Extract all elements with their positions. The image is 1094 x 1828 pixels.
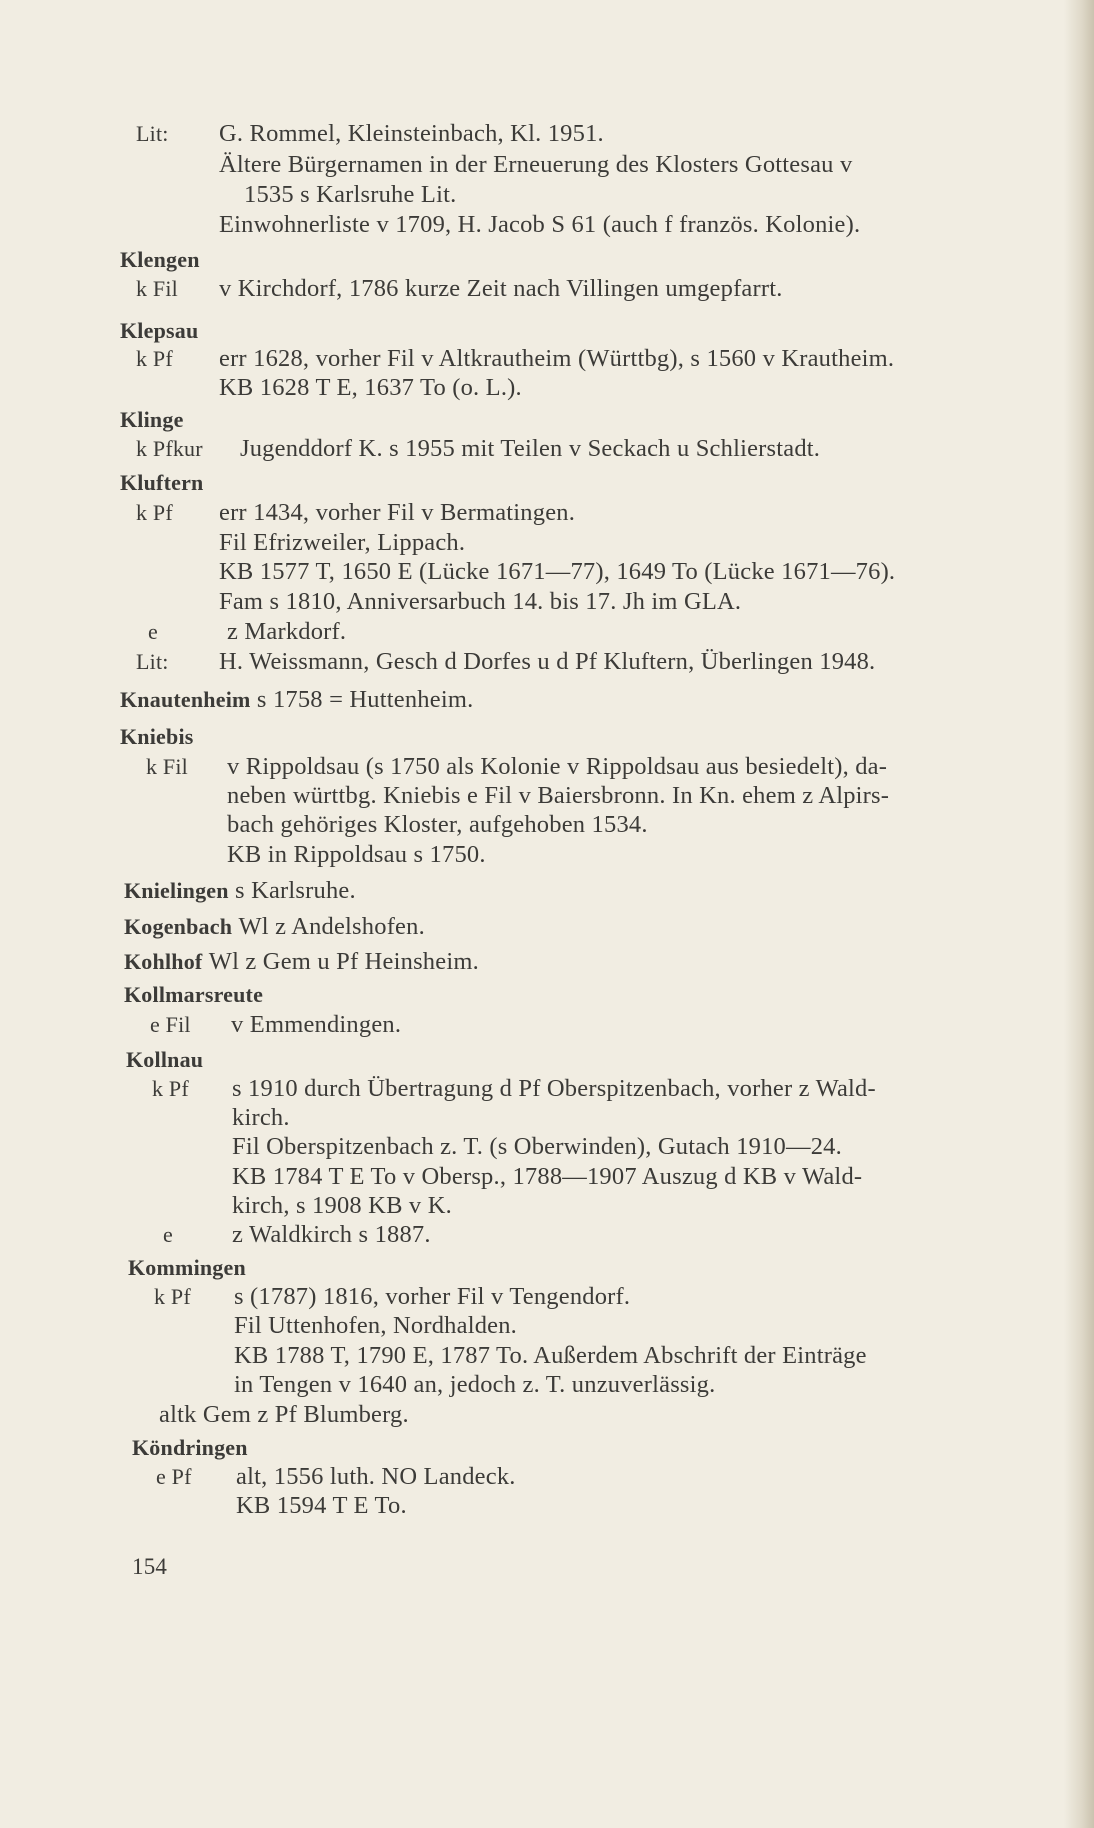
entry-text: err 1628, vorher Fil v Altkrautheim (Württbg), s 1560 v Krautheim. xyxy=(219,345,895,372)
headword: Klengen xyxy=(120,247,200,272)
entry-label: Lit: xyxy=(136,121,169,146)
entry-text: in Tengen v 1640 an, jedoch z. T. unzuverlässig. xyxy=(234,1371,716,1398)
headword: Kniebis xyxy=(120,724,194,749)
entry-text: Ältere Bürgernamen in der Erneuerung des Klosters Gottesau v xyxy=(219,151,853,178)
entry-label: e Pf xyxy=(156,1464,192,1489)
entry-text: KB 1784 T E To v Obersp., 1788—1907 Auszug d KB v Wald- xyxy=(232,1163,863,1190)
entry-text: 1535 s Karlsruhe Lit. xyxy=(244,181,457,208)
headword: Knielingen xyxy=(124,878,229,903)
entry-line xyxy=(124,947,479,977)
entry-text: bach gehöriges Kloster, aufgehoben 1534. xyxy=(227,811,648,838)
entry-label: e Fil xyxy=(150,1012,191,1037)
headword: Klepsau xyxy=(120,318,199,343)
entry-label: Lit: xyxy=(136,649,169,674)
entry-text: v Emmendingen. xyxy=(231,1011,402,1038)
entry-text: Fil Efrizweiler, Lippach. xyxy=(219,529,466,556)
entry-text: kirch, s 1908 KB v K. xyxy=(232,1192,452,1219)
headword: Kohlhof xyxy=(124,949,203,974)
entry-line xyxy=(124,912,425,942)
entry-text: KB 1577 T, 1650 E (Lücke 1671—77), 1649 To (Lücke 1671—76). xyxy=(219,558,896,585)
headword: Kogenbach xyxy=(124,914,233,939)
headword: Kollnau xyxy=(126,1047,204,1072)
entry-text: z Waldkirch s 1887. xyxy=(232,1221,431,1248)
entry-text: G. Rommel, Kleinsteinbach, Kl. 1951. xyxy=(219,120,604,147)
entry-text: Fil Uttenhofen, Nordhalden. xyxy=(234,1312,518,1339)
entry-text: Wl z Gem u Pf Heinsheim. xyxy=(208,948,479,975)
entry-label: e xyxy=(148,619,158,644)
headword: Kommingen xyxy=(128,1255,246,1280)
entry-text: err 1434, vorher Fil v Bermatingen. xyxy=(219,499,576,526)
page-number: 154 xyxy=(132,1554,168,1579)
entry-label: k Pf xyxy=(136,346,173,371)
entry-text: alt, 1556 luth. NO Landeck. xyxy=(236,1463,516,1490)
entry-text: v Kirchdorf, 1786 kurze Zeit nach Villingen umgepfarrt. xyxy=(219,275,783,302)
page-edge-shadow xyxy=(1064,0,1094,1828)
entry-line xyxy=(120,685,473,715)
entry-label: k Pf xyxy=(152,1076,189,1101)
entry-text: KB 1628 T E, 1637 To (o. L.). xyxy=(219,374,522,401)
entry-text: kirch. xyxy=(232,1104,290,1131)
entry-text: s 1758 = Huttenheim. xyxy=(256,686,474,713)
entry-text: Jugenddorf K. s 1955 mit Teilen v Seckach u Schlierstadt. xyxy=(240,435,821,462)
entry-line xyxy=(124,876,356,906)
entry-text: Fam s 1810, Anniversarbuch 14. bis 17. Jh im GLA. xyxy=(219,588,742,615)
entry-text: Wl z Andelshofen. xyxy=(238,913,425,940)
entry-label: k Pfkur xyxy=(136,436,203,461)
entry-text: neben württbg. Kniebis e Fil v Baiersbronn. In Kn. ehem z Alpirs- xyxy=(227,782,890,809)
entry-text: KB 1594 T E To. xyxy=(236,1492,407,1519)
headword: Knautenheim xyxy=(120,687,251,712)
entry-label: k Fil xyxy=(136,276,178,301)
headword: Kluftern xyxy=(120,470,204,495)
headword: Kollmarsreute xyxy=(124,982,264,1007)
entry-label: k Fil xyxy=(146,754,188,779)
entry-text: Einwohnerliste v 1709, H. Jacob S 61 (auch f französ. Kolonie). xyxy=(219,211,861,238)
entry-text: z Markdorf. xyxy=(227,618,347,645)
entry-text: v Rippoldsau (s 1750 als Kolonie v Rippoldsau aus besiedelt), da- xyxy=(227,753,888,780)
entry-label: k Pf xyxy=(154,1284,191,1309)
entry-text: s 1910 durch Übertragung d Pf Oberspitzenbach, vorher z Wald- xyxy=(232,1075,876,1102)
headword: Klinge xyxy=(120,407,184,432)
entry-text: Fil Oberspitzenbach z. T. (s Oberwinden), Gutach 1910—24. xyxy=(232,1133,842,1160)
entry-text: KB in Rippoldsau s 1750. xyxy=(227,841,486,868)
entry-text: altk Gem z Pf Blumberg. xyxy=(159,1401,409,1428)
entry-text: s (1787) 1816, vorher Fil v Tengendorf. xyxy=(234,1283,631,1310)
entry-label: e xyxy=(163,1222,173,1247)
entry-label: k Pf xyxy=(136,500,173,525)
headword: Köndringen xyxy=(132,1435,248,1460)
entry-text: H. Weissmann, Gesch d Dorfes u d Pf Kluftern, Überlingen 1948. xyxy=(219,648,876,675)
entry-text: s Karlsruhe. xyxy=(235,877,356,904)
entry-text: KB 1788 T, 1790 E, 1787 To. Außerdem Abschrift der Einträge xyxy=(234,1342,867,1369)
